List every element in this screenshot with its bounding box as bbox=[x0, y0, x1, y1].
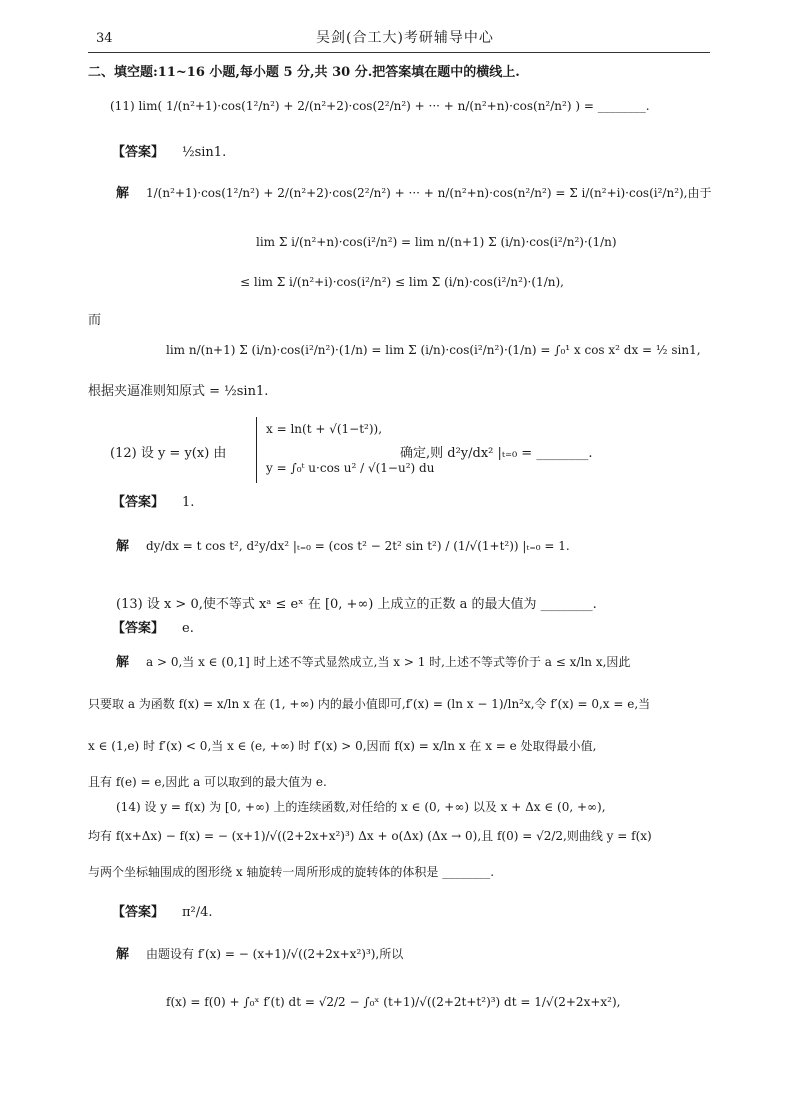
solution-13-line-3: x ∈ (1,e) 时 f′(x) < 0,当 x ∈ (e, +∞) 时 f′(x) > 0,因而 f(x) = x/ln x 在 x = e 处取得最小值, bbox=[88, 739, 597, 753]
solution-11-line-4: lim n/(n+1) Σ (i/n)·cos(i²/n²)·(1/n) = lim Σ (i/n)·cos(i²/n²)·(1/n) = ∫₀¹ x cos x² dx = ½ sin1, bbox=[166, 343, 701, 357]
question-13: (13) 设 x > 0,使不等式 xᵃ ≤ eˣ 在 [0, +∞) 上成立的正数 a 的最大值为 ________. bbox=[116, 597, 597, 612]
section-heading: 二、填空题:11~16 小题,每小题 5 分,共 30 分.把答案填在题中的横线上. bbox=[88, 65, 520, 80]
solution-13-line-2: 只要取 a 为函数 f(x) = x/ln x 在 (1, +∞) 内的最小值即可,f′(x) = (ln x − 1)/ln²x,令 f′(x) = 0,x = e,当 bbox=[88, 697, 651, 711]
answer-label-13: 【答案】 bbox=[112, 621, 165, 636]
page-header-title: 吴剑(合工大)考研辅导中心 bbox=[316, 30, 494, 46]
answer-value-11: ½sin1. bbox=[182, 145, 227, 160]
solution-14-line-2: f(x) = f(0) + ∫₀ˣ f′(t) dt = √2/2 − ∫₀ˣ (t+1)/√((2+2t+t²)³) dt = 1/√(2+2x+x²), bbox=[166, 995, 621, 1009]
question-14-line-1: (14) 设 y = f(x) 为 [0, +∞) 上的连续函数,对任给的 x ∈ (0, +∞) 以及 x + Δx ∈ (0, +∞), bbox=[116, 800, 606, 814]
solution-label-14: 解 bbox=[116, 947, 130, 962]
solution-13-line-1: a > 0,当 x ∈ (0,1] 时上述不等式显然成立,当 x > 1 时,上述不等式等价于 a ≤ x/ln x,因此 bbox=[146, 655, 631, 669]
answer-label-14: 【答案】 bbox=[112, 905, 165, 920]
answer-label-11: 【答案】 bbox=[112, 145, 165, 160]
solution-11-er: 而 bbox=[88, 313, 102, 328]
solution-11-line-2: lim Σ i/(n²+n)·cos(i²/n²) = lim n/(n+1) Σ (i/n)·cos(i²/n²)·(1/n) bbox=[256, 235, 617, 249]
solution-12-line-1: dy/dx = t cos t², d²y/dx² |ₜ₌₀ = (cos t² − 2t² sin t²) / (1/√(1+t²)) |ₜ₌₀ = 1. bbox=[146, 539, 570, 553]
question-14-line-2: 均有 f(x+Δx) − f(x) = − (x+1)/√((2+2x+x²)³) Δx + o(Δx) (Δx → 0),且 f(0) = √2/2,则曲线 y = f(x) bbox=[88, 829, 652, 843]
answer-label-12: 【答案】 bbox=[112, 495, 165, 510]
question-12-system-line-1: x = ln(t + √(1−t²)), bbox=[266, 422, 383, 436]
solution-label-13: 解 bbox=[116, 655, 130, 670]
header-rule bbox=[88, 52, 710, 53]
question-12-system-line-2: y = ∫₀ᵗ u·cos u² / √(1−u²) du bbox=[266, 461, 435, 475]
solution-11-line-3: ≤ lim Σ i/(n²+i)·cos(i²/n²) ≤ lim Σ (i/n)·cos(i²/n²)·(1/n), bbox=[240, 275, 564, 289]
question-14-line-3: 与两个坐标轴围成的图形绕 x 轴旋转一周所形成的旋转体的体积是 ________. bbox=[88, 865, 495, 879]
answer-value-12: 1. bbox=[182, 495, 195, 510]
question-12-pre: (12) 设 y = y(x) 由 bbox=[110, 446, 227, 461]
page-number: 34 bbox=[96, 31, 113, 46]
question-12-post: 确定,则 d²y/dx² |ₜ₌₀ = ________. bbox=[400, 446, 593, 461]
solution-label-12: 解 bbox=[116, 539, 130, 554]
answer-value-13: e. bbox=[182, 621, 194, 636]
solution-11-line-1: 1/(n²+1)·cos(1²/n²) + 2/(n²+2)·cos(2²/n²) + ··· + n/(n²+n)·cos(n²/n²) = Σ i/(n²+i)·cos(i²/n²),由于 bbox=[146, 186, 712, 200]
solution-label-11: 解 bbox=[116, 186, 130, 201]
question-11: (11) lim( 1/(n²+1)·cos(1²/n²) + 2/(n²+2)·cos(2²/n²) + ··· + n/(n²+n)·cos(n²/n²) ) = ________. bbox=[110, 99, 650, 113]
solution-11-line-5: 根据夹逼准则知原式 = ½sin1. bbox=[88, 384, 269, 399]
solution-14-line-1: 由题设有 f′(x) = − (x+1)/√((2+2x+x²)³),所以 bbox=[146, 947, 404, 961]
solution-13-line-4: 且有 f(e) = e,因此 a 可以取到的最大值为 e. bbox=[88, 775, 327, 789]
answer-value-14: π²/4. bbox=[182, 905, 213, 920]
